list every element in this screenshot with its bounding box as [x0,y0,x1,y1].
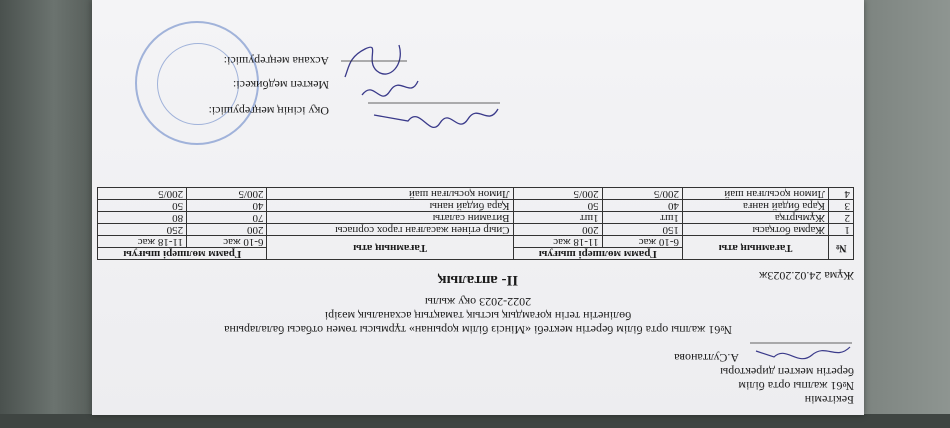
row-gram-b2: 80 [98,212,187,224]
menu-date: Жұма 24.02.2023ж [759,269,854,283]
approval-label: Бекітемін [804,393,854,407]
row-gram-b: 200/5 [513,188,602,200]
head-teacher-signature [364,99,504,133]
row-dish2: Лимон қосылған шай [267,188,513,200]
week-heading: II- апталық [437,272,519,288]
document-content-rotated [92,0,864,415]
row-dish: Жарма ботқасы [682,224,828,236]
academic-year: 2022-2023 оқу жылы [424,295,532,309]
row-dish2: Сиыр етінен жасалған гарох сорпасы [267,224,513,236]
header-dish-breakfast: Тағамның аты [682,236,828,260]
menu-document [92,0,864,415]
row-dish: Лимон қосылған шай [682,188,828,200]
row-gram-a2: 70 [187,212,267,224]
background-desk-right [860,0,950,428]
header-num: № [829,236,854,260]
background-desk-left [0,0,90,428]
table-row [98,200,854,212]
menu-table [97,187,854,260]
row-gram-b: 200 [513,224,602,236]
row-gram-a: 40 [602,200,682,212]
row-gram-a2: 200/5 [187,188,267,200]
approval-director-name: А.Султанова [674,351,739,365]
row-dish2: Витамин салаты [267,212,513,224]
age-11-18: 11-18 жас [513,236,602,248]
menu-title-line2: бөлінетін тегін қоғамдық ыстық тамақтың асханалық мәзірі [324,309,632,323]
row-gram-a: 150 [602,224,682,236]
age-6-10: 6-10 жас [187,236,267,248]
table-row [98,212,854,224]
table-row [98,224,854,236]
row-num: 3 [829,200,854,212]
row-dish: Жұмыртқа [682,212,828,224]
nurse-label: Мектеп медбикесі: [232,78,329,92]
row-num: 2 [829,212,854,224]
row-gram-b2: 200/5 [98,188,187,200]
header-gram-lunch: Грамм мөлшері шығуы [98,248,268,260]
row-gram-a2: 40 [187,200,267,212]
row-dish: Қара бидай нанға [682,200,828,212]
approval-position: беретін мектеп директоры [720,365,854,379]
row-gram-a: 200/5 [602,188,682,200]
background-desk-bottom [0,414,950,428]
approval-school: №61 жалпы орта білім [738,379,854,393]
table-row [98,188,854,200]
header-gram-breakfast: Грамм мөлшері шығуы [513,248,682,260]
row-dish2: Қара бидай наны [267,200,513,212]
row-gram-b: 1шт [513,212,602,224]
row-gram-b2: 50 [98,200,187,212]
kitchen-manager-label: Асхана меңгерушісі: [223,54,329,68]
kitchen-manager-signature [339,30,409,85]
age-6-10: 6-10 жас [602,236,682,248]
header-dish-lunch: Тағамның аты [267,236,513,260]
age-11-18: 11-18 жас [98,236,187,248]
row-num: 1 [829,224,854,236]
head-teacher-label: Оқу ісінің меңгерушісі: [208,104,329,118]
row-gram-b: 50 [513,200,602,212]
menu-title-line1: №61 жалпы орта білім беретін мектебі «Мінсіз білім қорынан» тұрмысы төмен отбасы балаларына [224,323,732,337]
row-num: 4 [829,188,854,200]
row-gram-b2: 250 [98,224,187,236]
row-gram-a2: 200 [187,224,267,236]
row-gram-a: 1шт [602,212,682,224]
director-signature [746,339,856,365]
table-header-row [98,248,854,260]
